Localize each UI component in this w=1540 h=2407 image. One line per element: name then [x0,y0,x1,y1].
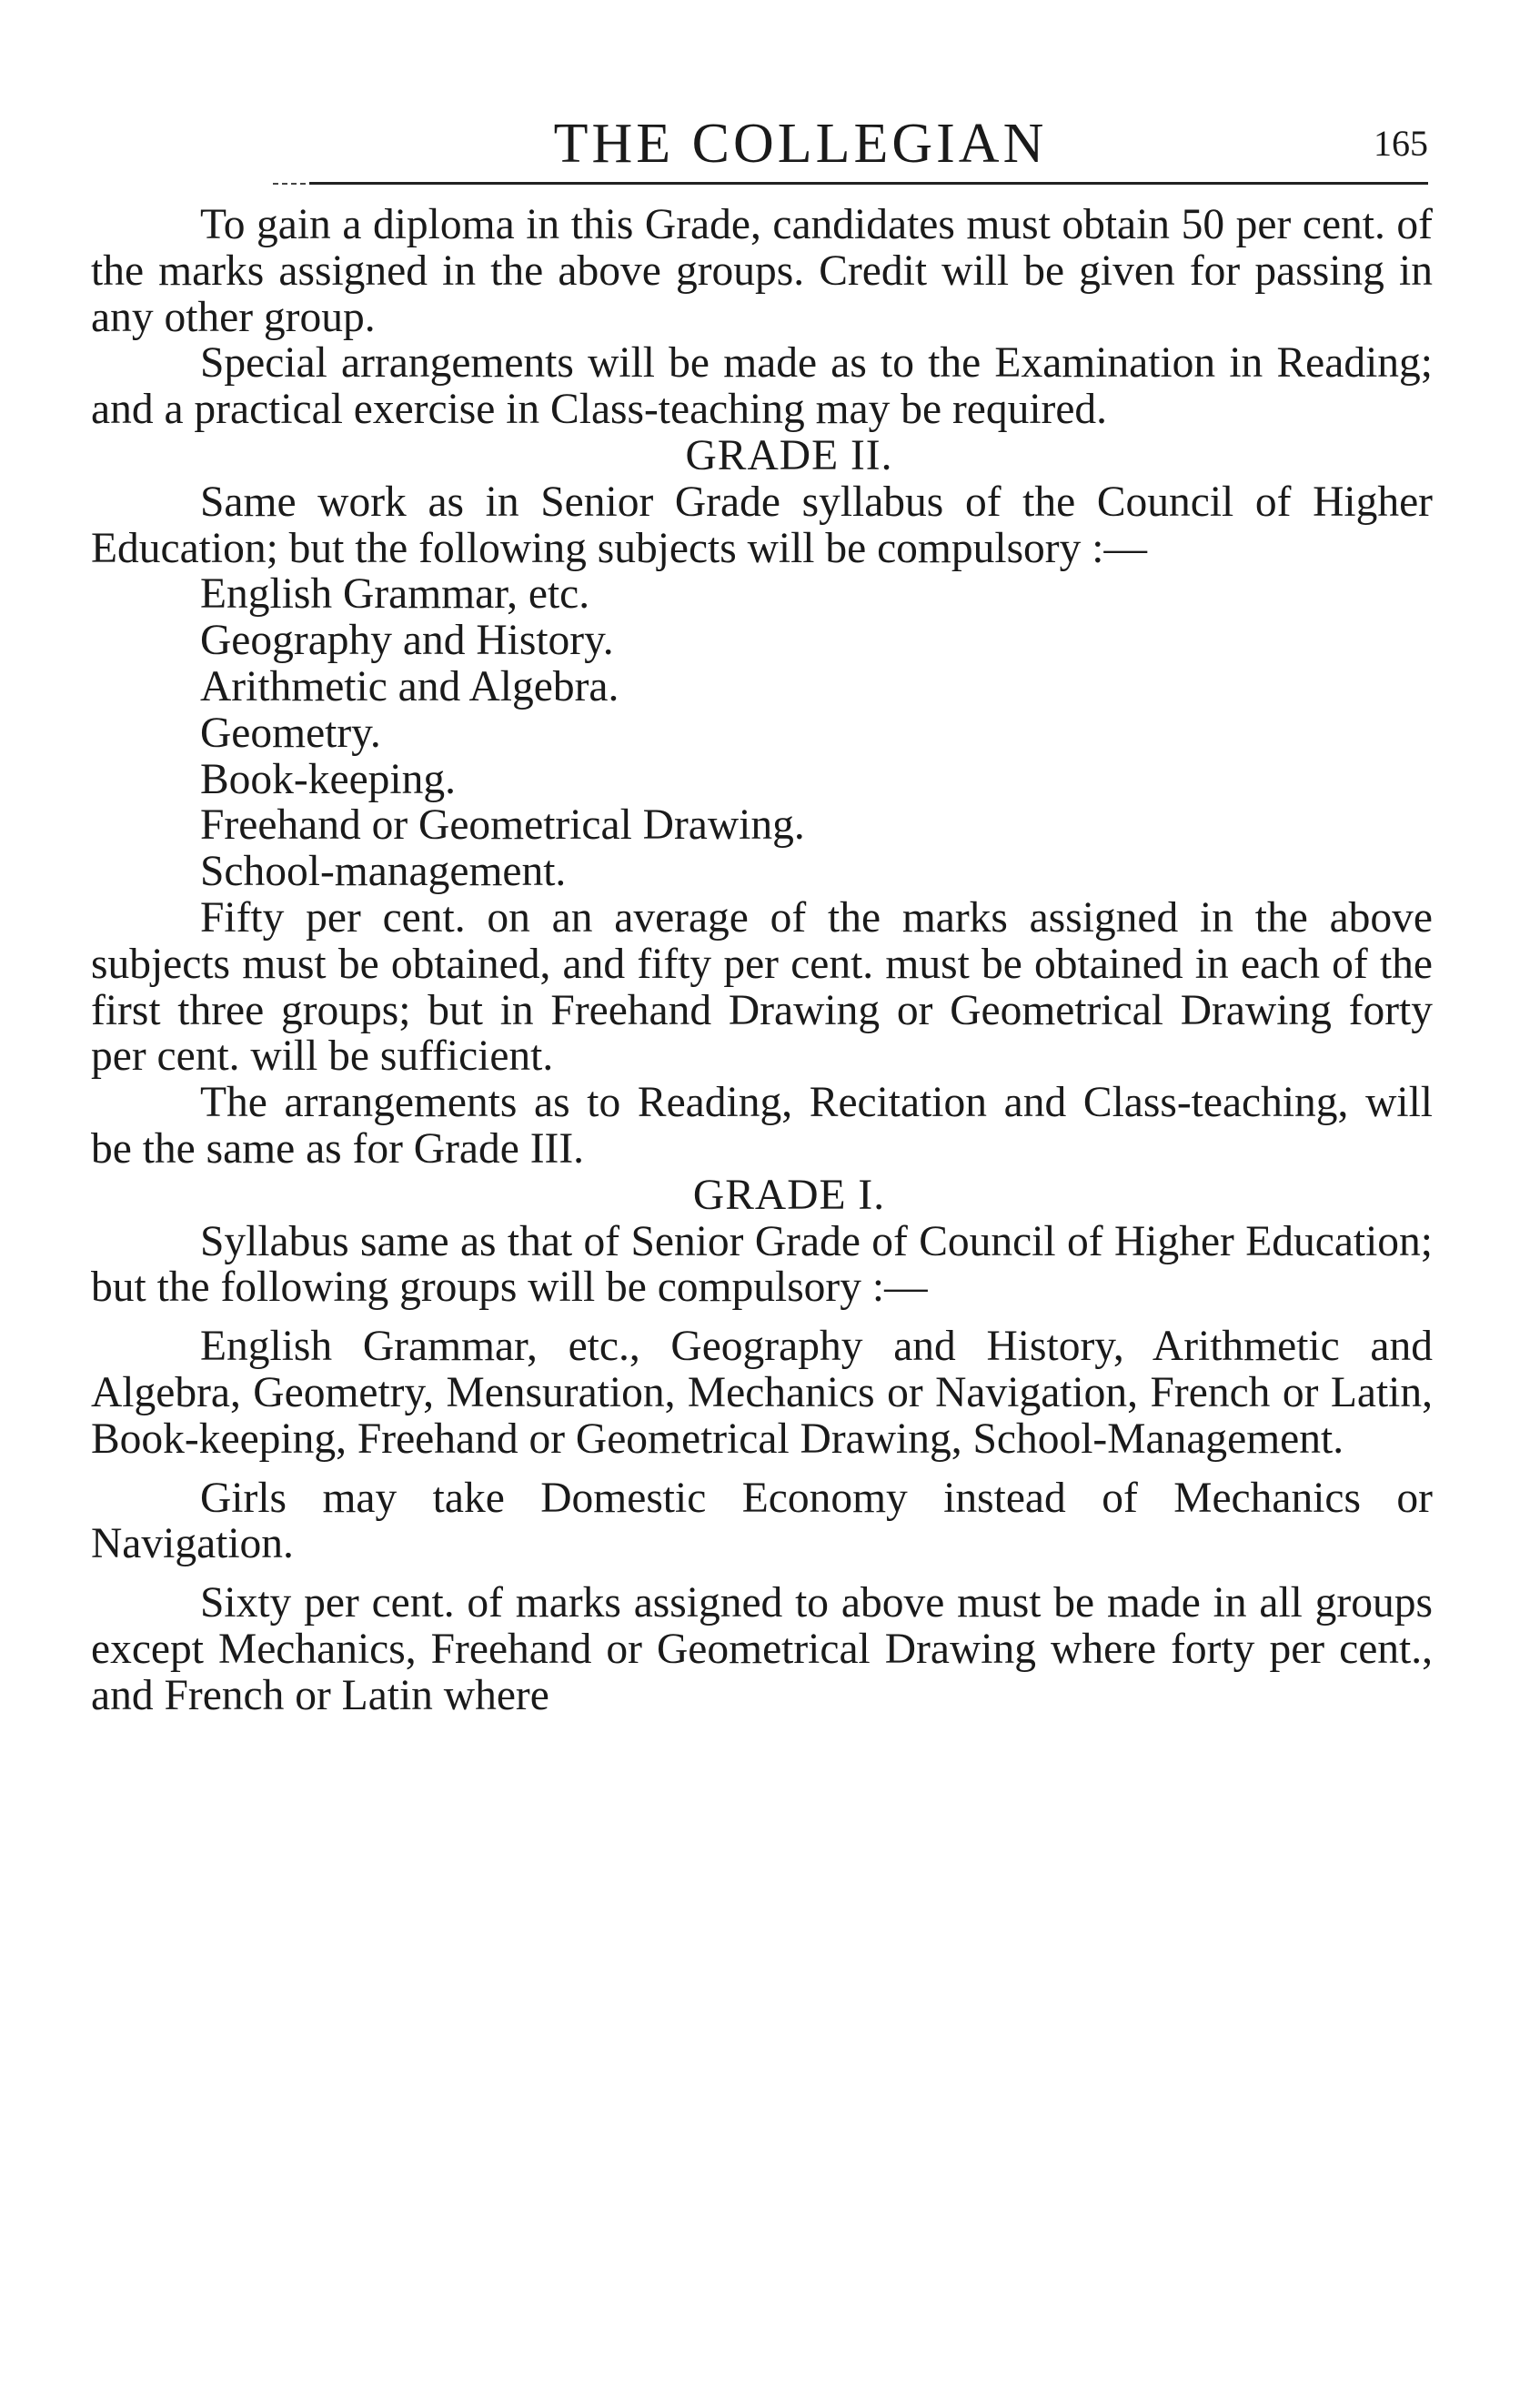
list-item: Arithmetic and Algebra. [200,662,619,710]
paragraph-grade-2-marks: Fifty per cent. on an average of the marks assigned in the above subjects must be obtained, and fifty per cent. must be obtained in each of the first three groups; but in Freehand Drawing or Geometrical Drawing forty per cent. will be sufficient. [91,893,1433,1081]
paragraph-grade-2-arrangements: The arrangements as to Reading, Recitation and Class-teaching, will be the same as for Grade III. [91,1079,1433,1173]
list-item: School-management. [200,848,567,896]
list-item: Geometry. [200,709,381,757]
list-item: Book-keeping. [200,755,456,803]
paragraph-girls-option: Girls may take Domestic Economy instead of Mechanics or Navigation. [91,1474,1433,1568]
heading-grade-2: GRADE II. [685,431,893,479]
page-number: 165 [1374,123,1428,164]
running-title: THE COLLEGIAN [553,113,1048,175]
paragraph-special-arrangements: Special arrangements will be made as to the Examination in Reading; and a practical exercise in Class-teaching may be required. [91,339,1433,434]
paragraph-diploma-requirement: To gain a diploma in this Grade, candidates must obtain 50 per cent. of the marks assigned in the above groups. Credit will be given for passing in any other group. [91,201,1433,341]
heading-grade-1: GRADE I. [692,1171,886,1219]
body-text [91,202,1433,1719]
header-dash-rule [273,183,306,185]
paragraph-grade-1-groups: English Grammar, etc., Geography and History, Arithmetic and Algebra, Geometry, Mensuration, Mechanics or Navigation, French or Latin, Book-keeping, Freehand or Geometrical Drawing, School-Management. [91,1323,1433,1463]
paragraph-grade-1-marks: Sixty per cent. of marks assigned to above must be made in all groups except Mechanics, Freehand or Geometrical Drawing where forty per cent., and French or Latin where [91,1579,1433,1719]
list-item: Freehand or Geometrical Drawing. [200,801,805,850]
grade-2-subject-list [91,571,1433,895]
paragraph-grade-2-intro: Same work as in Senior Grade syllabus of the Council of Higher Education; but the following subjects will be compulsory :— [91,478,1433,572]
list-item: English Grammar, etc. [200,570,590,619]
list-item: Geography and History. [200,617,614,665]
page-header [136,107,1428,180]
paragraph-grade-1-intro: Syllabus same as that of Senior Grade of Council of Higher Education; but the following groups will be compulsory :— [91,1217,1433,1312]
header-rule [309,182,1428,185]
